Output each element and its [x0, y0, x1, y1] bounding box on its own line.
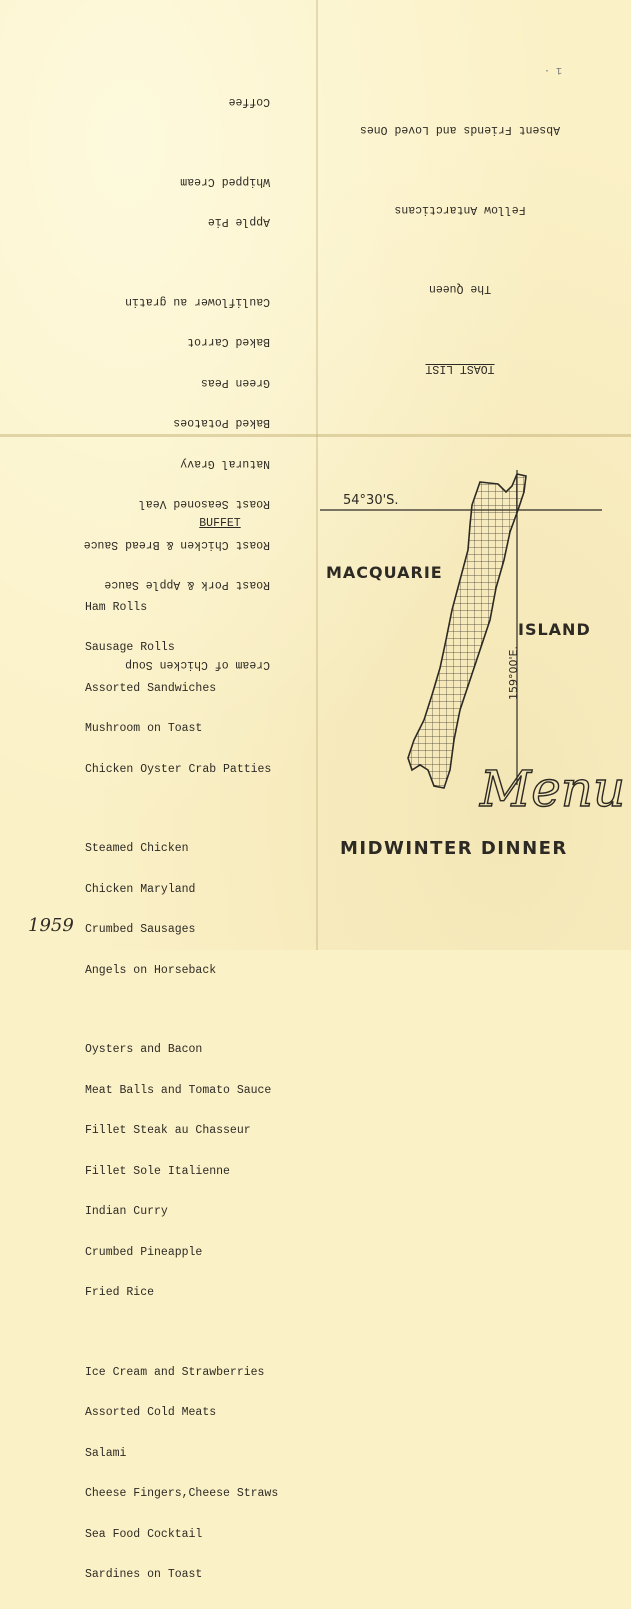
menu-title: Menu: [480, 760, 626, 818]
buffet-item: Fried Rice: [85, 1286, 155, 1299]
toast-item: Absent Friends and Loved Ones: [359, 123, 561, 137]
buffet-item: Angels on Horseback: [85, 963, 217, 977]
buffet-gap: [85, 803, 310, 815]
buffet-item: Assorted Sandwiches: [85, 681, 217, 695]
menu-line: Natural Gravy: [180, 457, 270, 470]
buffet-item: Chicken Oyster Crab Patties: [85, 762, 272, 776]
toast-gap: [345, 323, 575, 335]
toast-item: The Queen: [428, 282, 492, 296]
toast-gap: [345, 243, 575, 255]
toast-list-title: TOAST LIST: [425, 362, 495, 375]
buffet-item: Steamed Chicken: [85, 842, 189, 855]
midwinter-dinner-title: MIDWINTER DINNER: [340, 838, 568, 859]
buffet-gap: [85, 1327, 310, 1339]
buffet-item: Sea Food Cocktail: [85, 1527, 203, 1541]
menu-line: Cauliflower au gratin: [125, 295, 270, 308]
buffet-item: Fillet Sole Italienne: [85, 1164, 230, 1178]
menu-line: Green Peas: [200, 376, 270, 389]
toast-item: Fellow Antarcticans: [394, 203, 526, 216]
menu-gap: [30, 136, 270, 148]
buffet-item: Crumbed Sausages: [85, 923, 196, 936]
buffet-list: [85, 490, 310, 1609]
buffet-item: Salami: [85, 1446, 127, 1460]
buffet-item: Indian Curry: [85, 1205, 168, 1218]
buffet-gap: [85, 1004, 310, 1016]
buffet-item: Crumbed Pineapple: [85, 1245, 203, 1259]
menu-line: Baked Carrot: [187, 335, 270, 349]
place-name-macquarie: MACQUARIE: [326, 563, 443, 582]
buffet-item: Chicken Maryland: [85, 882, 196, 896]
menu-line: Whipped Cream: [180, 175, 270, 188]
toast-gap: [345, 164, 575, 176]
buffet-item: Ham Rolls: [85, 600, 148, 614]
buffet-item: Ice Cream and Strawberries: [85, 1365, 265, 1379]
buffet-item: Sausage Rolls: [85, 641, 175, 654]
toast-list-upside-down: [345, 96, 575, 402]
latitude-label: 54°30'S.: [343, 493, 399, 508]
buffet-item: Sardines on Toast: [85, 1568, 203, 1581]
buffet-item: Oysters and Bacon: [85, 1043, 203, 1056]
menu-line: Baked Potatoes: [173, 416, 270, 430]
longitude-label: 159°00'E.: [507, 646, 520, 700]
buffet-item: Mushroom on Toast: [85, 722, 203, 735]
buffet-item: Fillet Steak au Chasseur: [85, 1124, 251, 1137]
buffet-item: Cheese Fingers,Cheese Straws: [85, 1487, 279, 1500]
menu-line: Apple Pie: [207, 215, 270, 229]
place-name-island: ISLAND: [518, 620, 591, 639]
pencil-mark: 1 ·: [544, 64, 563, 75]
menu-line: Roast Seasoned Veal: [138, 497, 270, 511]
menu-line: Cream of Chicken Soup: [125, 658, 270, 671]
menu-line: Roast Chicken & Bread Sauce: [83, 538, 270, 551]
menu-gap: [30, 256, 270, 268]
buffet-title: BUFFET: [199, 517, 241, 530]
handwritten-year: 1959: [28, 915, 74, 936]
vertical-fold: [316, 0, 318, 950]
buffet-item: Meat Balls and Tomato Sauce: [85, 1083, 272, 1097]
buffet-item: Assorted Cold Meats: [85, 1406, 217, 1419]
menu-line: Roast Pork & Apple Sauce: [104, 578, 270, 592]
menu-line: Coffee: [228, 95, 270, 109]
